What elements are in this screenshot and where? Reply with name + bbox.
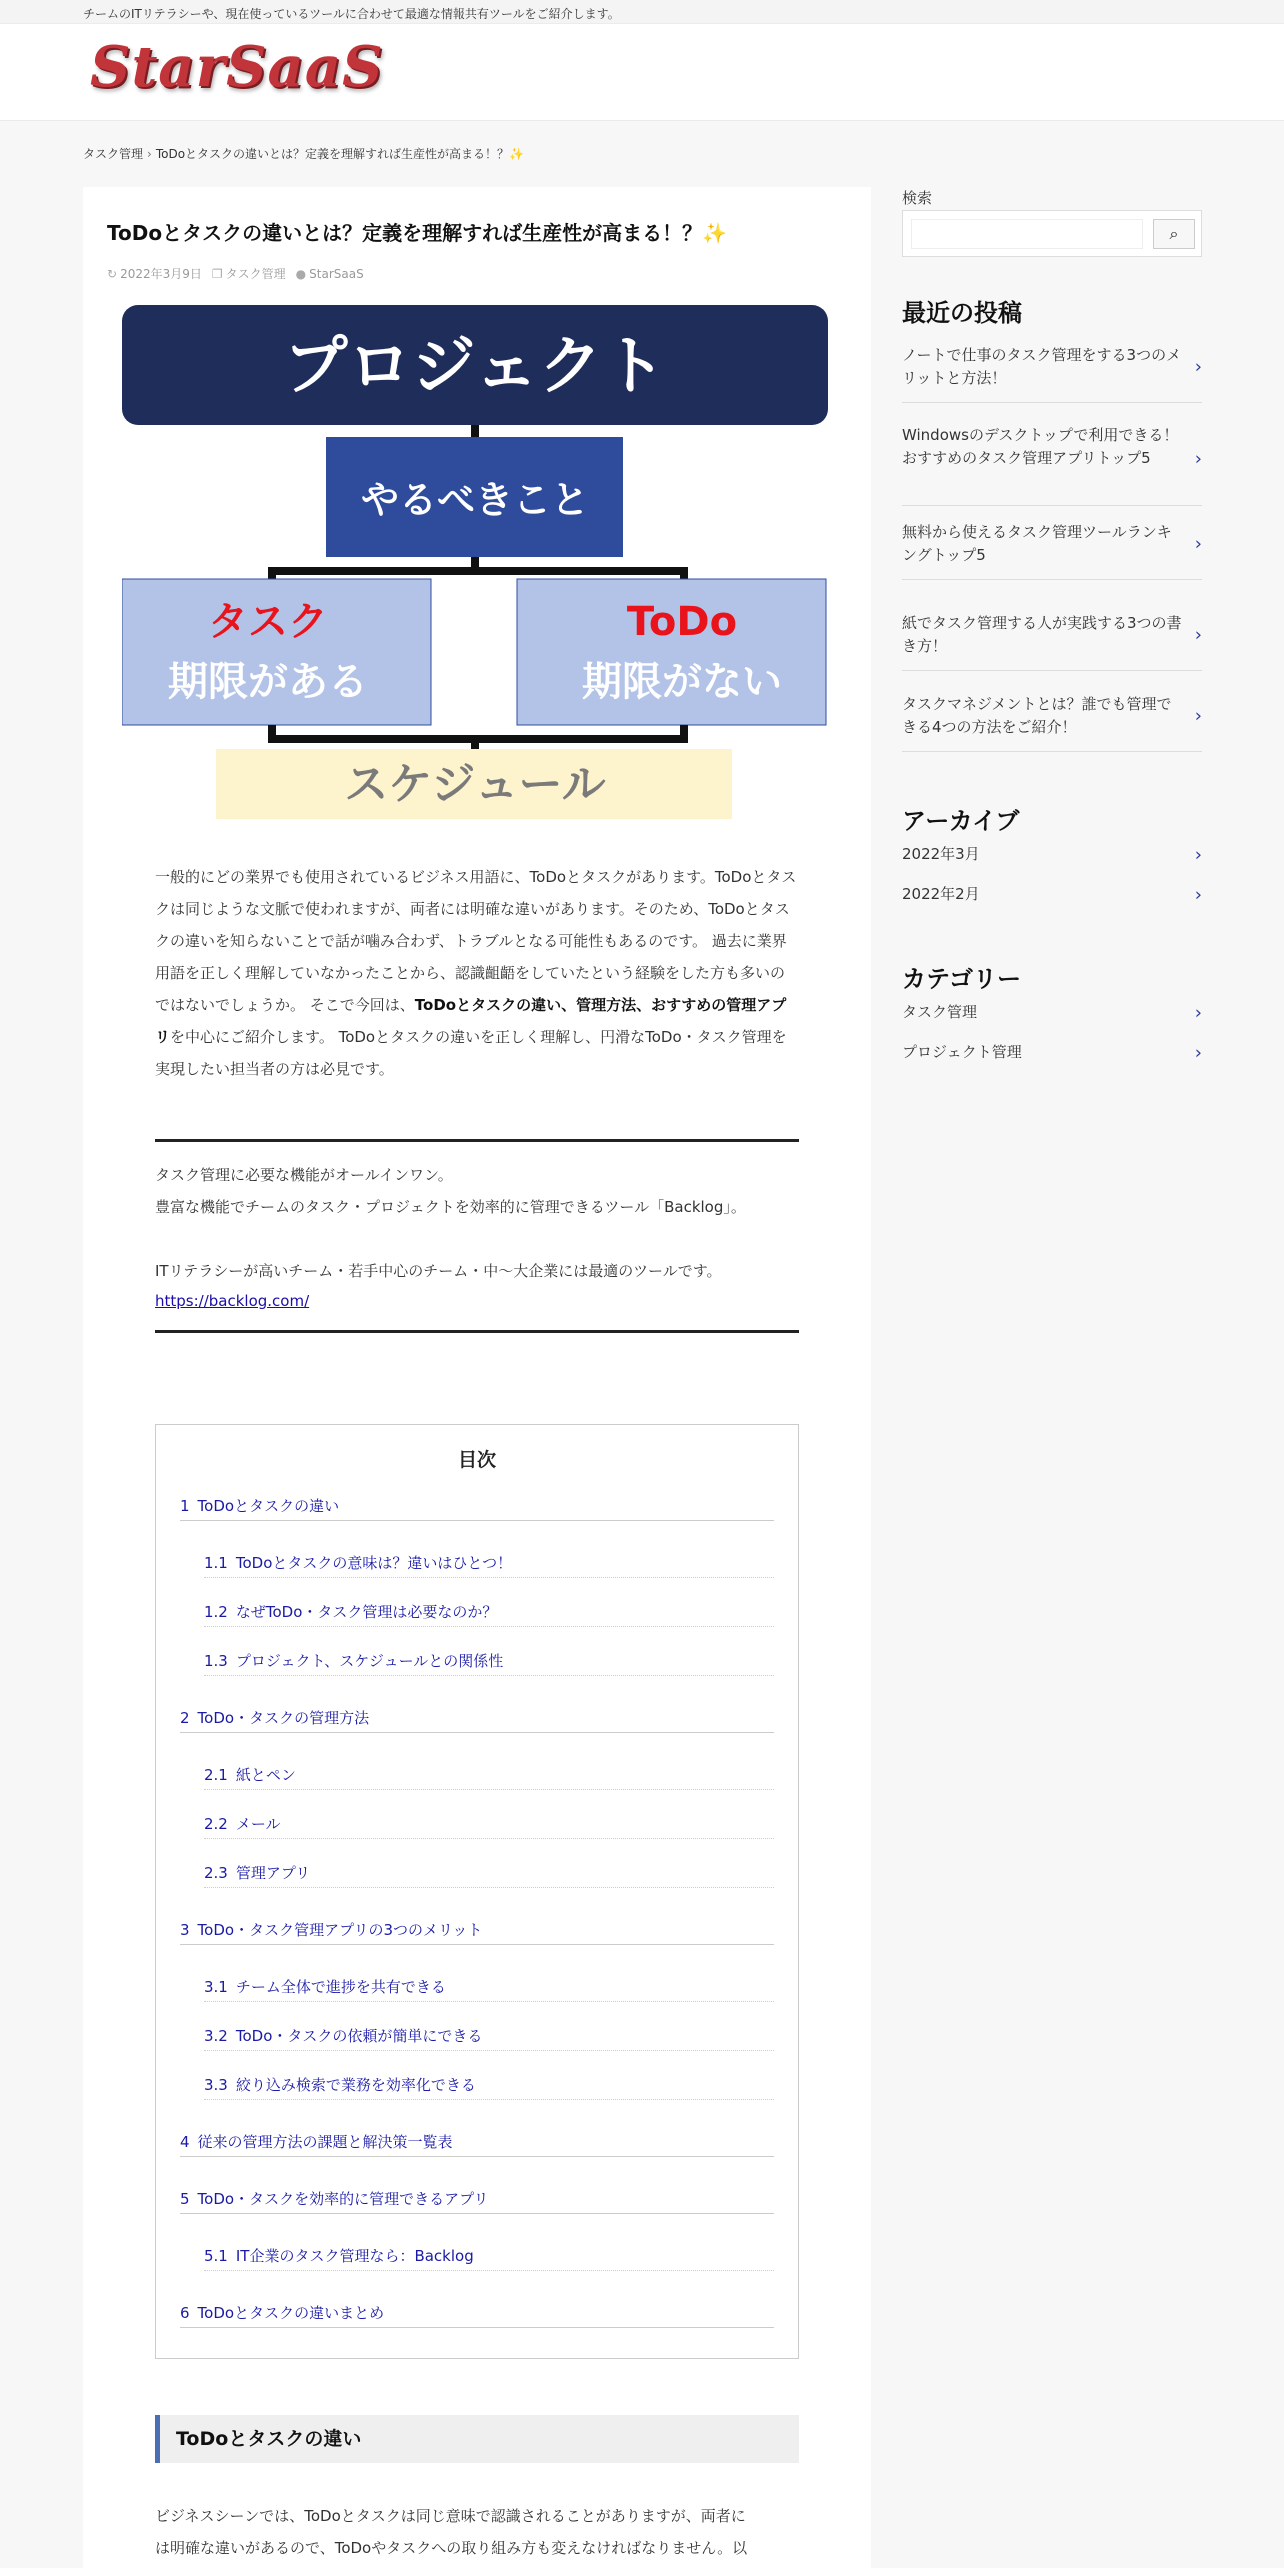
- toc-divider: [204, 1626, 774, 1627]
- breadcrumb-home[interactable]: タスク管理: [83, 147, 144, 161]
- toc-item-label: ToDoとタスクの違い: [197, 1497, 340, 1515]
- toc-item[interactable]: [204, 1862, 310, 1883]
- promo-line-2: 豊富な機能でチームのタスク・プロジェクトを効率的に管理できるツール「Backlog」。: [155, 1198, 746, 1216]
- archive-title: アーカイブ: [902, 807, 1020, 835]
- recent-post-link: Windowsのデスクトップで利用できる！おすすめのタスク管理アプリトップ5: [902, 426, 1179, 467]
- post-meta: [107, 265, 364, 282]
- site-tagline: チームのITリテラシーや、現在使っているツールに合わせて最適な情報共有ツールをご紹介します。: [83, 7, 620, 21]
- toc-divider: [204, 2270, 774, 2271]
- recent-post-divider: [902, 402, 1202, 403]
- section-heading-1: ToDoとタスクの違い: [155, 2415, 799, 2463]
- section1-text-line-2: は明確な違いがあるので、ToDoやタスクへの取り組み方も変えなければなりません。以: [155, 2539, 748, 2557]
- hero-task-title: タスク: [208, 599, 328, 645]
- toc-item-number: 3.1: [204, 1978, 228, 1996]
- toc-item-label: IT企業のタスク管理なら：Backlog: [235, 2247, 474, 2265]
- toc-item-label: プロジェクト、スケジュールとの関係性: [235, 1652, 504, 1670]
- hero-schedule-label: スケジュール: [344, 759, 606, 810]
- breadcrumb-separator: ›: [147, 147, 152, 161]
- toc-item-label: 管理アプリ: [235, 1864, 311, 1882]
- toc-item-label: ToDoとタスクの意味は？違いはひとつ！: [235, 1554, 513, 1572]
- toc-item-label: 従来の管理方法の課題と解決策一覧表: [197, 2133, 453, 2151]
- backlog-link[interactable]: https://backlog.com/: [155, 1292, 310, 1310]
- category-item[interactable]: [902, 1001, 1202, 1024]
- toc-item[interactable]: [180, 2302, 384, 2323]
- table-of-contents: [155, 1424, 799, 2359]
- toc-item-number: 2: [180, 1709, 190, 1727]
- search-input[interactable]: [911, 219, 1143, 249]
- post-title: ToDoとタスクの違いとは？定義を理解すれば生産性が高まる！？✨: [107, 221, 727, 245]
- archive-item[interactable]: [902, 843, 1202, 866]
- user-icon: ●: [295, 266, 307, 281]
- recent-post-item[interactable]: [902, 693, 1202, 739]
- search-icon: ⌕: [1169, 224, 1179, 243]
- chevron-right-icon: ›: [1194, 533, 1202, 555]
- chevron-right-icon: ›: [1194, 624, 1202, 646]
- toc-item[interactable]: [204, 1552, 512, 1573]
- toc-item-label: チーム全体で進捗を共有できる: [235, 1978, 446, 1996]
- toc-divider: [180, 2327, 774, 2328]
- site-header: [0, 24, 1284, 121]
- toc-divider: [180, 2213, 774, 2214]
- toc-item[interactable]: [204, 1813, 281, 1834]
- recent-post-link: ノートで仕事のタスク管理をする3つのメリットと方法！: [902, 346, 1182, 387]
- recent-post-link: 紙でタスク管理する人が実践する3つの書き方！: [902, 614, 1182, 655]
- recent-posts-title: 最近の投稿: [902, 299, 1022, 327]
- toc-item[interactable]: [204, 1764, 296, 1785]
- recent-post-divider: [902, 505, 1202, 506]
- intro-paragraph: 一般的にどの業界でも使用されているビジネス用語に、ToDoとタスクがあります。ToDoとタスクは同じような文脈で使われますが、両者には明確な違いがあります。そのため、ToDoとタスクの違いを知らないことで話が噛み合わず、トラブルとなる可能性もあるのです。 過去に業界用語を正しく理解していなかったことから、認識齟齬をしていたという経験をした方も多いのではないでしょうか。 そこで今回は、ToDoとタスクの違い、管理方法、おすすめの管理アプリを中心にご紹介します。 ToDoとタスクの違いを正しく理解し、円滑なToDo・タスク管理を実現したい担当者の方は必見です。: [155, 868, 797, 1078]
- chevron-right-icon: ›: [1194, 1002, 1202, 1023]
- toc-item[interactable]: [204, 1650, 503, 1671]
- toc-item-label: ToDo・タスクの依頼が簡単にできる: [235, 2027, 483, 2045]
- toc-item-number: 2.2: [204, 1815, 228, 1833]
- post-date: ↻ 2022年3月9日: [107, 267, 202, 281]
- toc-divider: [204, 1887, 774, 1888]
- promo-divider-bottom: [155, 1330, 799, 1333]
- toc-divider: [204, 2001, 774, 2002]
- hero-diagram: [122, 305, 828, 825]
- toc-divider: [204, 2050, 774, 2051]
- toc-item[interactable]: [180, 1919, 482, 1940]
- toc-item[interactable]: [204, 1976, 446, 1997]
- post-category[interactable]: ❐ タスク管理: [211, 267, 286, 281]
- toc-item-number: 4: [180, 2133, 190, 2151]
- toc-item-label: なぜToDo・タスク管理は必要なのか？: [235, 1603, 498, 1621]
- toc-item-number: 2.1: [204, 1766, 228, 1784]
- recent-post-item[interactable]: [902, 521, 1202, 567]
- toc-item-label: ToDo・タスク管理アプリの3つのメリット: [197, 1921, 483, 1939]
- toc-item-number: 1.1: [204, 1554, 228, 1572]
- article-card: [83, 187, 871, 2568]
- chevron-right-icon: ›: [1194, 705, 1202, 727]
- chevron-right-icon: ›: [1194, 1042, 1202, 1063]
- recent-post-divider: [902, 751, 1202, 752]
- toc-item-number: 2.3: [204, 1864, 228, 1882]
- recent-post-link: 無料から使えるタスク管理ツールランキングトップ5: [902, 523, 1172, 564]
- toc-item-number: 3: [180, 1921, 190, 1939]
- toc-divider: [204, 1675, 774, 1676]
- category-item[interactable]: [902, 1041, 1202, 1064]
- category-item-label: プロジェクト管理: [902, 1043, 1022, 1061]
- toc-title: 目次: [457, 1449, 496, 1471]
- chevron-right-icon: ›: [1194, 448, 1202, 469]
- recent-post-item[interactable]: [902, 424, 1202, 493]
- category-title: カテゴリー: [902, 965, 1022, 993]
- toc-item-label: ToDoとタスクの違いまとめ: [197, 2304, 385, 2322]
- toc-item[interactable]: [204, 2245, 474, 2266]
- recent-post-link: タスクマネジメントとは？誰でも管理できる4つの方法をご紹介！: [902, 695, 1172, 736]
- promo-divider-top: [155, 1139, 799, 1142]
- toc-item[interactable]: [204, 2025, 482, 2046]
- toc-item-number: 1.2: [204, 1603, 228, 1621]
- hero-todo-title: ToDo: [626, 599, 738, 645]
- sidebar: [902, 187, 1202, 1063]
- chevron-right-icon: ›: [1194, 844, 1202, 865]
- toc-divider: [180, 1944, 774, 1945]
- toc-item-number: 1.3: [204, 1652, 228, 1670]
- toc-item-label: ToDo・タスクを効率的に管理できるアプリ: [197, 2190, 489, 2208]
- intro-bold: ToDoとタスクの違い、管理方法、おすすめの管理アプリ: [155, 996, 787, 1046]
- top-bar: [0, 0, 1284, 24]
- toc-item[interactable]: [204, 1601, 497, 1622]
- hero-project-label: プロジェクト: [283, 330, 667, 404]
- hero-mustdo-label: やるべきこと: [360, 478, 590, 522]
- post-author[interactable]: ● StarSaaS: [295, 266, 364, 281]
- search-button[interactable]: [1153, 219, 1195, 249]
- toc-item-number: 6: [180, 2304, 190, 2322]
- recent-post-divider: [902, 579, 1202, 580]
- promo-line-3: ITリテラシーが高いチーム・若手中心のチーム・中〜大企業には最適のツールです。: [155, 1262, 722, 1280]
- toc-item-label: メール: [235, 1815, 281, 1833]
- chevron-right-icon: ›: [1194, 884, 1202, 905]
- breadcrumb: [83, 145, 524, 162]
- recent-post-divider: [902, 670, 1202, 671]
- toc-item-label: 紙とペン: [235, 1766, 296, 1784]
- toc-item-number: 5.1: [204, 2247, 228, 2265]
- site-logo[interactable]: StarSaaS: [90, 34, 384, 100]
- toc-item-number: 5: [180, 2190, 190, 2208]
- toc-item[interactable]: [204, 2074, 476, 2095]
- toc-item-number: 1: [180, 1497, 190, 1515]
- toc-divider: [180, 1520, 774, 1521]
- clock-icon: ↻: [107, 267, 118, 281]
- search-form: [902, 210, 1202, 257]
- toc-item-label: ToDo・タスクの管理方法: [197, 1709, 370, 1727]
- toc-item-number: 3.3: [204, 2076, 228, 2094]
- archive-item-label: 2022年2月: [902, 885, 980, 903]
- archive-item-label: 2022年3月: [902, 845, 980, 863]
- toc-item-label: 絞り込み検索で業務を効率化できる: [235, 2076, 476, 2094]
- breadcrumb-current: ToDoとタスクの違いとは？定義を理解すれば生産性が高まる！？✨: [155, 147, 524, 161]
- toc-item[interactable]: [180, 2188, 488, 2209]
- toc-item[interactable]: [180, 1707, 369, 1728]
- recent-post-item[interactable]: [902, 612, 1202, 658]
- toc-divider: [204, 1577, 774, 1578]
- section1-text-line-1: ビジネスシーンでは、ToDoとタスクは同じ意味で認識されることがありますが、両者に: [155, 2507, 746, 2525]
- category-item-label: タスク管理: [902, 1003, 978, 1021]
- toc-item-number: 3.2: [204, 2027, 228, 2045]
- chevron-right-icon: ›: [1194, 356, 1202, 378]
- promo-line-1: タスク管理に必要な機能がオールインワン。: [155, 1166, 453, 1184]
- toc-divider: [204, 2099, 774, 2100]
- hero-todo-desc: 期限がない: [582, 659, 782, 705]
- hero-task-desc: 期限がある: [168, 659, 368, 705]
- recent-post-item[interactable]: [902, 344, 1202, 390]
- search-label: 検索: [902, 189, 933, 207]
- toc-divider: [180, 1732, 774, 1733]
- toc-item[interactable]: [180, 2131, 453, 2152]
- toc-divider: [204, 1789, 774, 1790]
- toc-item[interactable]: [180, 1495, 339, 1516]
- toc-divider: [180, 2156, 774, 2157]
- archive-item[interactable]: [902, 883, 1202, 906]
- toc-divider: [204, 1838, 774, 1839]
- folder-icon: ❐: [211, 267, 223, 281]
